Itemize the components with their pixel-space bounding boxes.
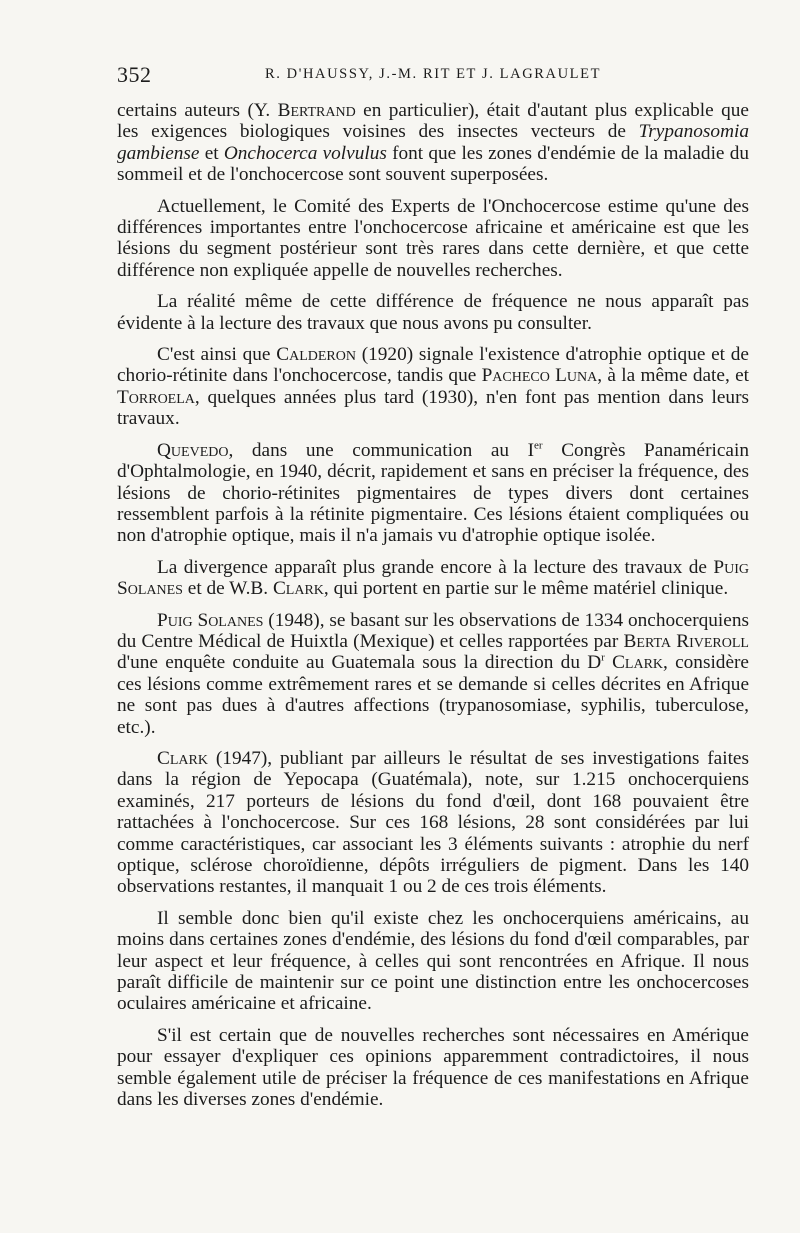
paragraph-3 xyxy=(117,291,749,334)
body-text xyxy=(117,100,749,1120)
author-name: Quevedo xyxy=(157,439,229,461)
paragraph-10 xyxy=(117,1025,749,1111)
text-run: , qui portent en partie sur le même matériel clinique. xyxy=(323,578,729,600)
text-run: Actuellement, le Comité des Experts de l'Onchocercose estime qu'une des différences importantes entre l'onchocercose africaine et américaine est que les lésions du segment postérieur sont très rares dans cette dernière, et que cette différence non expliquée appelle de nouvelles recherches. xyxy=(117,195,749,281)
author-name: Clark xyxy=(612,652,664,674)
text-run: La divergence apparaît plus grande encore à la lecture des travaux de xyxy=(157,556,714,578)
paragraph-7 xyxy=(117,610,749,738)
page-header xyxy=(117,62,749,92)
text-run: (1920) signale l'existence d'atrophie optique et de chorio-rétinite dans l'onchocercose, tandis que xyxy=(117,344,749,387)
species-name: Onchocerca volvulus xyxy=(223,142,387,164)
author-name: Calderon xyxy=(276,344,356,366)
species-name: Trypanosomia gambiense xyxy=(117,121,749,164)
text-run: S'il est certain que de nouvelles recherches sont nécessaires en Amérique pour essayer d'expliquer ces opinions apparemment contradictoires, il nous semble également utile de préciser la fréquence de ces manifestations en Afrique dans les diverses zones d'endémie. xyxy=(117,1024,749,1111)
text-run: en particulier), était d'autant plus explicable que les exigences biologiques voisines des insectes vecteurs de xyxy=(117,100,749,143)
author-name: Puig Solanes xyxy=(157,609,264,631)
author-name: Pacheco Luna xyxy=(481,365,598,387)
author-name: Bertrand xyxy=(277,100,356,121)
text-run xyxy=(605,652,612,673)
paragraph-9 xyxy=(117,908,749,1015)
author-name: Clark xyxy=(272,578,324,600)
paragraph-2 xyxy=(117,196,749,282)
text-run: , considère ces lésions comme extrêmement rares et se demande si celles décrites en Afrique ne sont pas dues à d'autres affections (trypanosomiase, syphilis, tuberculose, etc.). xyxy=(117,652,749,738)
text-run: C'est ainsi que xyxy=(157,344,277,366)
text-run: Il semble donc bien qu'il existe chez les onchocerquiens américains, au moins dans certaines zones d'endémie, des lésions du fond d'œil comparables, par leur aspect et leur fréquence, à celles qui sont rencontrées en Afrique. Il nous paraît difficile de maintenir sur ce point une distinction entre les onchocercoses oculaires américaine et africaine. xyxy=(117,907,749,1015)
text-run: Congrès Panaméricain d'Ophtalmologie, en 1940, décrit, rapidement et sans en préciser la fréquence, des lésions de chorio-rétinites pigmentaires de types divers dont certaines ressemblent parfois à la rétinite pigmentaire. Ces lésions étaient compliquées ou non d'atrophie optique, mais il n'a jamais vu d'atrophie optique isolée. xyxy=(117,439,749,547)
text-run: La réalité même de cette différence de fréquence ne nous apparaît pas évidente à la lecture des travaux que nous avons pu consulter. xyxy=(117,291,749,334)
text-run: , dans une communication au I xyxy=(228,439,535,461)
paragraph-5 xyxy=(117,440,749,547)
text-run: d'une enquête conduite au Guatemala sous la direction du D xyxy=(117,652,602,674)
paragraph-4 xyxy=(117,344,749,430)
page-number: 352 xyxy=(117,62,152,87)
text-run: , quelques années plus tard (1930), n'en font pas mention dans leurs travaux. xyxy=(117,386,749,430)
text-run: et de W.B. xyxy=(182,578,273,600)
text-run: et xyxy=(199,142,224,164)
superscript: r xyxy=(601,651,605,664)
paragraph-6 xyxy=(117,557,749,600)
text-run: font que les zones d'endémie de la maladie du sommeil et de l'onchocercose sont souvent superposées. xyxy=(117,142,749,186)
text-run: certains auteurs (Y. xyxy=(117,100,278,121)
author-name: Berta Riveroll xyxy=(623,630,749,652)
author-name: Clark xyxy=(157,747,208,769)
paragraph-8 xyxy=(117,748,749,898)
superscript: er xyxy=(534,439,543,452)
author-name: Puig Solanes xyxy=(117,556,749,600)
author-name: Torroela xyxy=(117,386,195,408)
text-run: (1948), se basant sur les observations de 1334 onchocerquiens du Centre Médical de Huixtla (Mexique) et celles rapportées par xyxy=(117,609,749,652)
text-run: , à la même date, et xyxy=(597,365,749,387)
running-head: R. D'HAUSSY, J.-M. RIT ET J. LAGRAULET xyxy=(264,66,602,82)
paragraph-1 xyxy=(117,100,749,186)
text-run: (1947), publiant par ailleurs le résultat de ses investigations faites dans la région de Yepocapa (Guatémala), note, sur 1.215 onchocerquiens examinés, 217 porteurs de lésions du fond d'œil, dont 168 pouvaient être rattachées à l'onchocercose. Sur ces 168 lésions, 28 sont considérées par lui comme caractéristiques, car associant les 3 éléments suivants : atrophie du nerf optique, sclérose choroïdienne, dépôts irréguliers de pigment. Dans les 140 observations restantes, il manquait 1 ou 2 de ces trois éléments. xyxy=(117,747,749,898)
